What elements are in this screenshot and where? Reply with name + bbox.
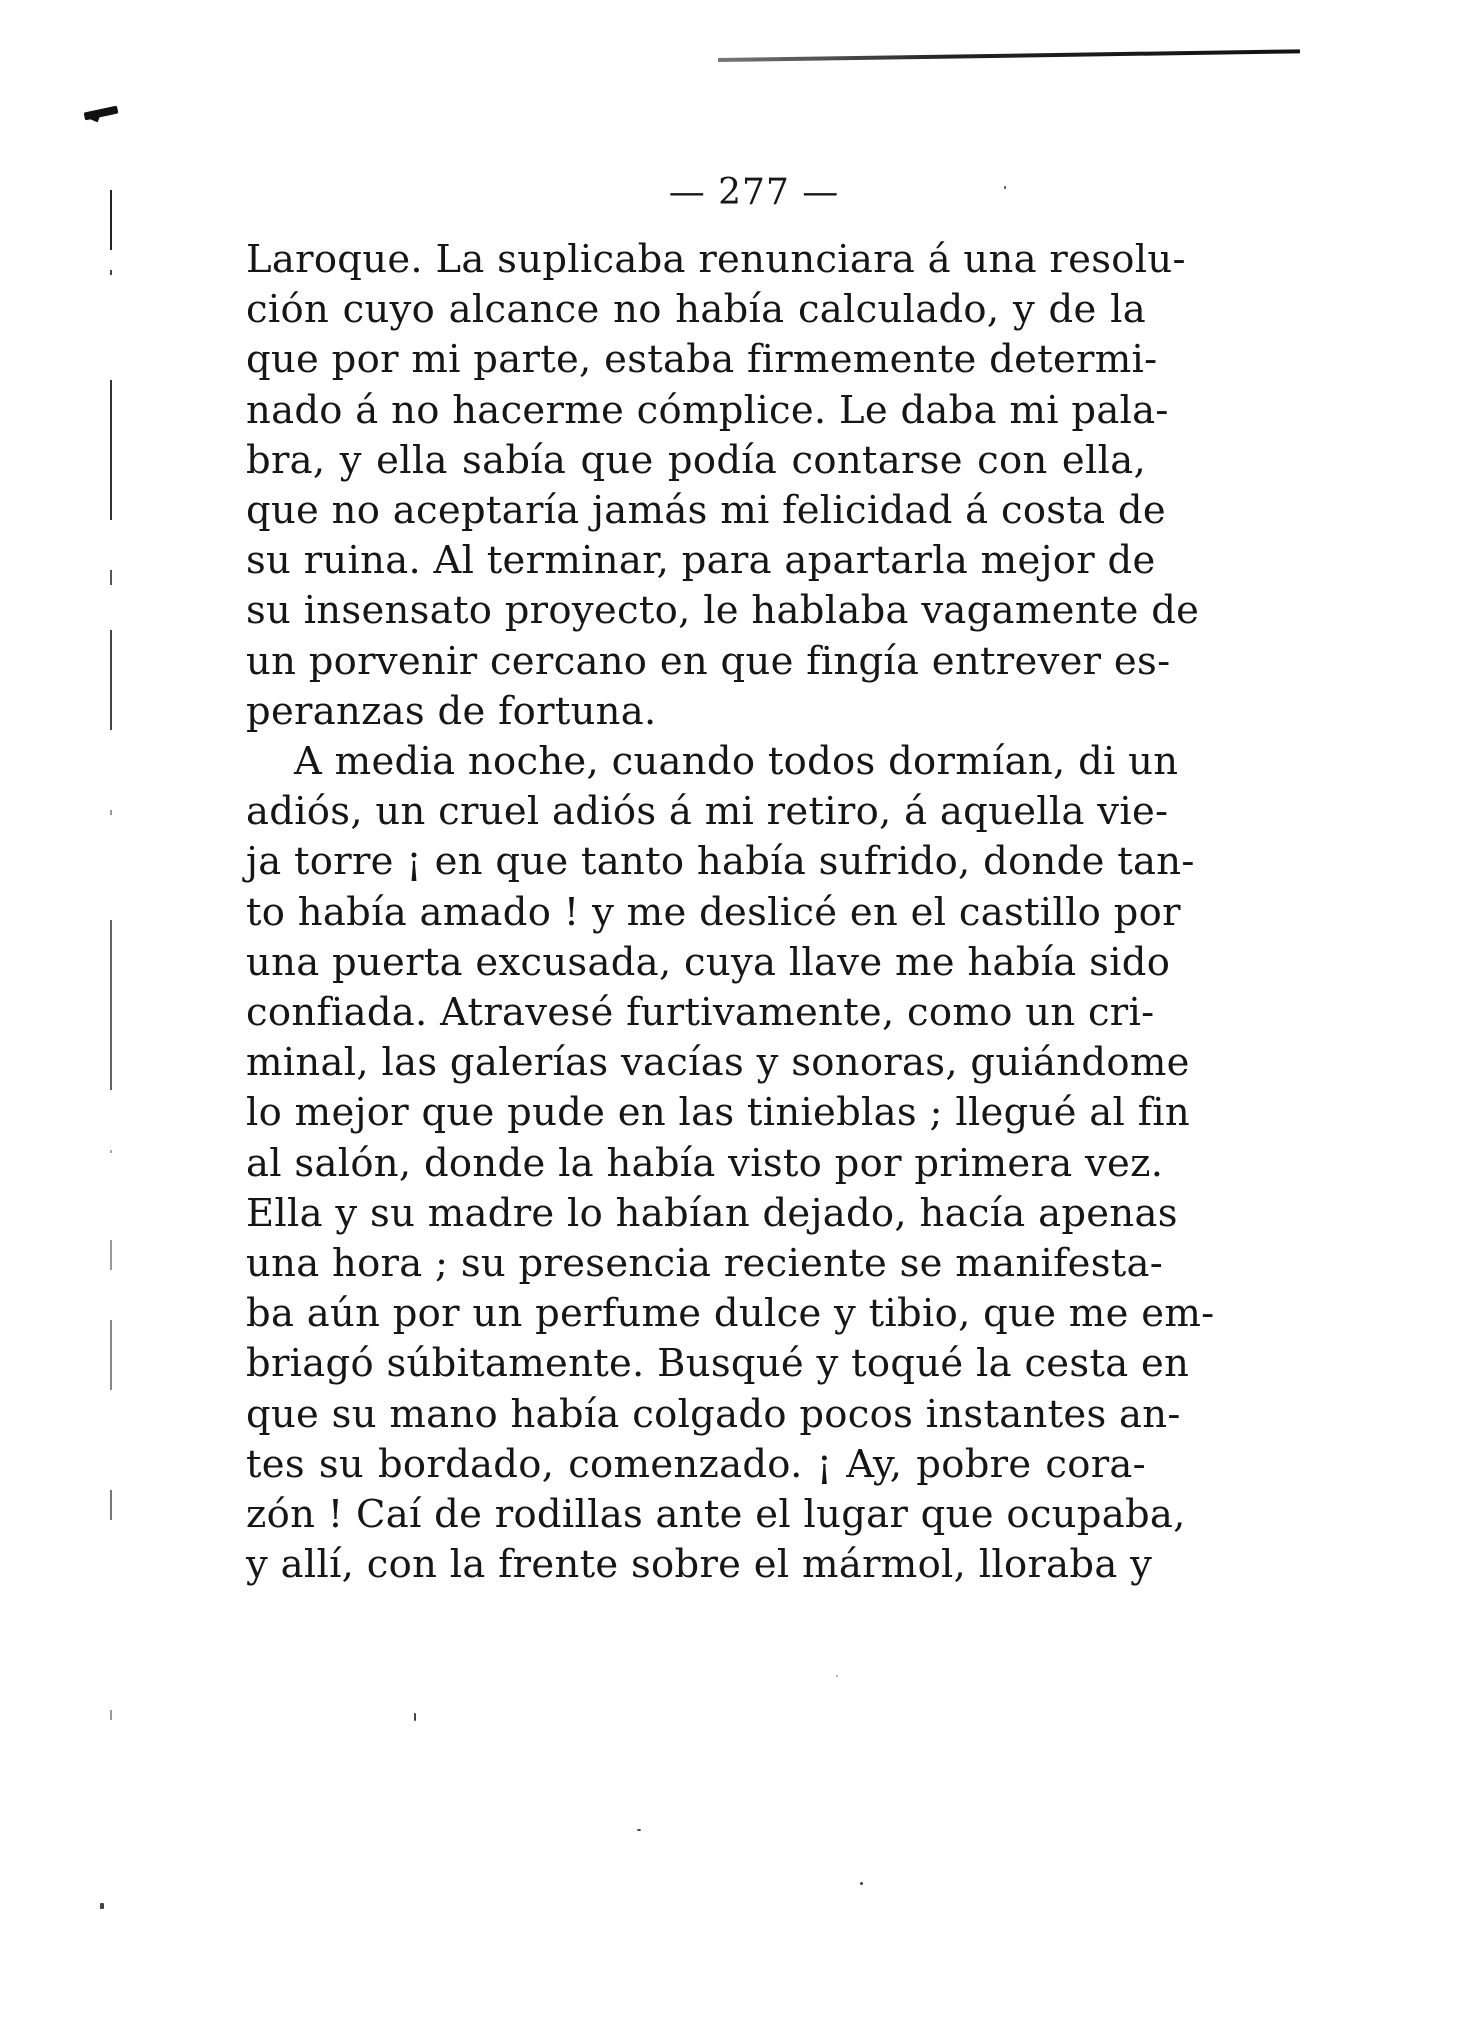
- text-line: una puerta excusada, cuya llave me había sido: [246, 939, 1171, 985]
- dust-speck: [860, 1882, 863, 1885]
- text-line: su insensato proyecto, le hablaba vagamente de: [246, 588, 1200, 634]
- body-text: [246, 235, 1215, 1590]
- text-line: un porvenir cercano en que fingía entrever es-: [246, 638, 1171, 684]
- dust-speck: [836, 1675, 838, 1677]
- text-line: ba aún por un perfume dulce y tibio, que me em-: [246, 1291, 1215, 1337]
- dust-speck: [414, 1713, 416, 1721]
- text-line: to había amado ! y me deslicé en el castillo por: [246, 889, 1181, 935]
- text-line: peranzas de fortuna.: [246, 688, 657, 734]
- text-line: y allí, con la frente sobre el mármol, lloraba y: [246, 1542, 1153, 1588]
- text-line: una hora ; su presencia reciente se manifesta-: [246, 1241, 1164, 1287]
- text-line: ción cuyo alcance no había calculado, y de la: [246, 287, 1146, 333]
- text-line: nado á no hacerme cómplice. Le daba mi pala-: [246, 387, 1169, 433]
- text-line: adiós, un cruel adiós á mi retiro, á aquella vie-: [246, 789, 1169, 835]
- dust-speck: [637, 1829, 641, 1831]
- dust-speck: [1004, 186, 1006, 189]
- text-line: bra, y ella sabía que podía contarse con ella,: [246, 437, 1146, 483]
- text-line: que no aceptaría jamás mi felicidad á costa de: [246, 488, 1166, 534]
- text-line: ja torre ¡ en que tanto había sufrido, donde tan-: [246, 839, 1195, 885]
- text-line: confiada. Atravesé furtivamente, como un cri-: [246, 990, 1155, 1036]
- text-line: zón ! Caí de rodillas ante el lugar que ocupaba,: [246, 1492, 1186, 1538]
- text-line: Laroque. La suplicaba renunciara á una resolu-: [246, 237, 1186, 282]
- text-line: que su mano había colgado pocos instantes an-: [246, 1391, 1181, 1437]
- text-line: al salón, donde la había visto por primera vez.: [246, 1140, 1164, 1186]
- text-line: Ella y su madre lo habían dejado, hacía apenas: [246, 1190, 1178, 1236]
- text-line: A media noche, cuando todos dormían, di un: [294, 739, 1179, 785]
- corner-mark: [84, 106, 119, 121]
- page-number: — 277 —: [668, 172, 840, 213]
- text-line: minal, las galerías vacías y sonoras, guiándome: [246, 1040, 1190, 1086]
- text-line: briagó súbitamente. Busqué y toqué la cesta en: [246, 1341, 1190, 1387]
- text-line: lo mejor que pude en las tinieblas ; llegué al fin: [246, 1090, 1190, 1136]
- dust-speck: [100, 1903, 104, 1909]
- text-line: que por mi parte, estaba firmemente determi-: [246, 337, 1158, 383]
- scan-edge-artifact: [108, 190, 114, 1750]
- top-rule-line: [718, 49, 1300, 62]
- text-line: tes su bordado, comenzado. ¡ Ay, pobre cora-: [246, 1441, 1146, 1487]
- text-line: su ruina. Al terminar, para apartarla mejor de: [246, 538, 1156, 584]
